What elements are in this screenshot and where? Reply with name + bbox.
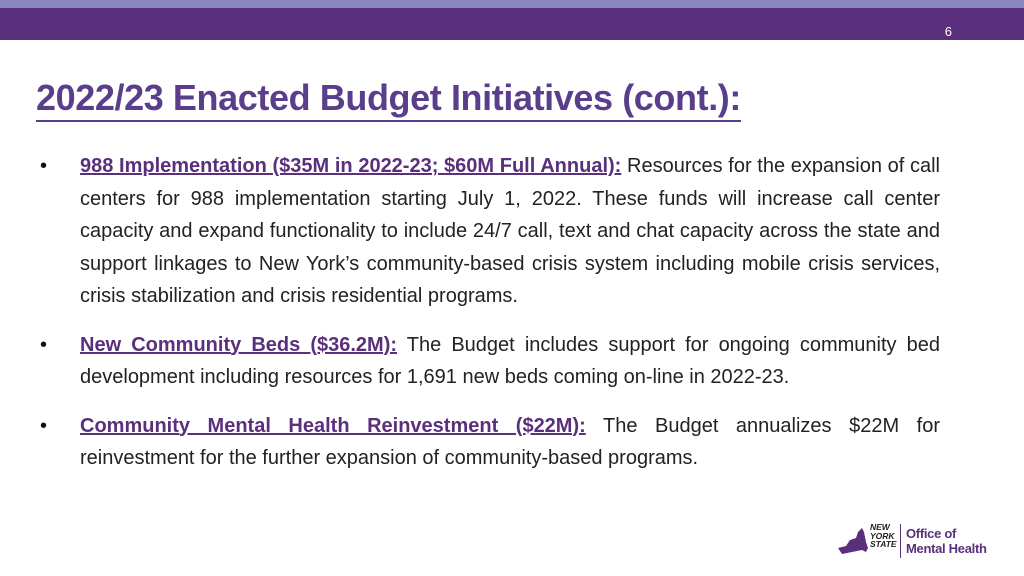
office-line-1: Office of [906, 526, 957, 541]
bullet-list [40, 150, 940, 491]
new-york-state-icon [836, 526, 870, 556]
bullet-icon: • [40, 155, 48, 177]
header-accent-bar [0, 0, 1024, 8]
bullet-icon: • [40, 414, 48, 437]
bullet-text: The Budget includes support for ongoing community bed development including resources for 1,691 new beds coming on-line in 2022-23. [80, 333, 941, 388]
page-title-text: 2022/23 Enacted Budget Initiatives (cont.) [36, 77, 730, 118]
list-item [40, 329, 940, 394]
bullet-heading: 988 Implementation ($35M in 2022-23; $60M Full Annual): [80, 155, 622, 177]
list-item [40, 410, 940, 475]
bullet-text: The Budget annualizes $22M for reinvestment for the further expansion of community-based programs. [80, 414, 940, 469]
bullet-icon: • [40, 333, 48, 356]
page-title-colon: : [729, 77, 741, 118]
nys-line-2: YORK [870, 530, 895, 541]
office-name [906, 526, 987, 556]
slide-number: 6 [944, 24, 952, 39]
nys-line-3: STATE [870, 539, 897, 549]
bullet-heading: New Community Beds ($36.2M): [80, 333, 398, 356]
nys-wordmark [870, 523, 897, 549]
logo-divider [900, 524, 901, 558]
bullet-heading: Community Mental Health Reinvestment ($22M): [80, 414, 586, 437]
office-line-2: Mental Health [906, 541, 987, 556]
nys-line-1: NEW [870, 522, 890, 532]
bullet-text: Resources for the expansion of call centers for 988 implementation starting July 1, 2022. These funds will increase call center capacity and expand functionality to include 24/7 call, text and chat capacity across the state and support linkages to New York’s community-based crisis system including mobile crisis services, crisis stabilization and crisis residential programs. [80, 155, 940, 307]
omh-logo [836, 522, 996, 562]
list-item [40, 150, 940, 313]
page-title [36, 76, 741, 122]
header-bar [0, 8, 1024, 40]
